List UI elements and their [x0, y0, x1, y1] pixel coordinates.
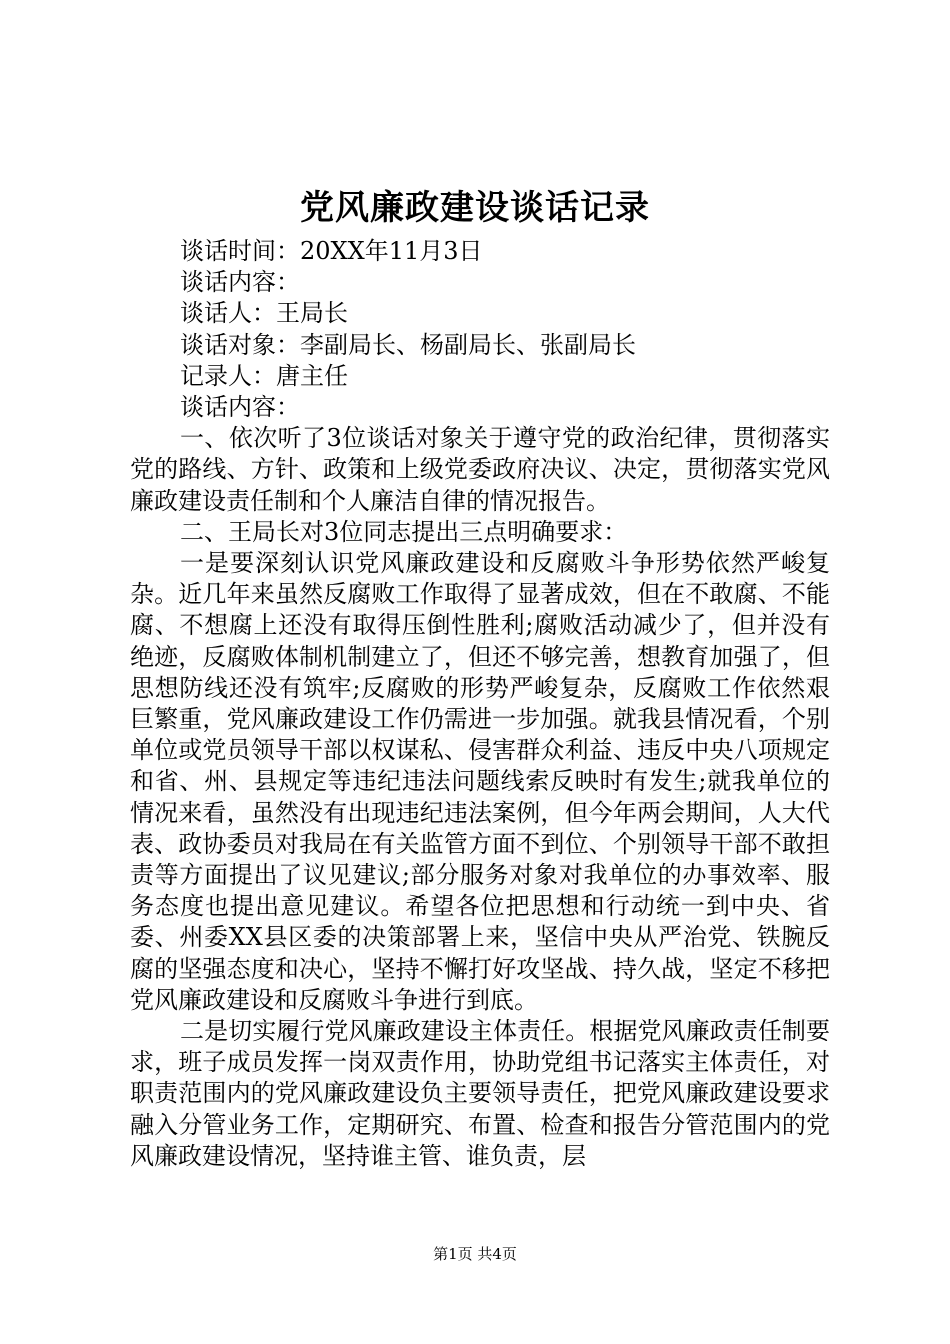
- meta-talk-content-label: 谈话内容：: [180, 268, 300, 297]
- meta-talk-targets: 谈话对象：李副局长、杨副局长、张副局长: [180, 330, 636, 359]
- page-footer: 第1页 共4页: [433, 1245, 517, 1263]
- meta-talk-time: 谈话时间：20XX年11月3日: [180, 237, 483, 265]
- meta-speaker: 谈话人：王局长: [180, 299, 348, 328]
- meta-recorder: 记录人：唐主任: [180, 361, 348, 390]
- meta-talk-content-heading: 谈话内容：: [180, 393, 300, 422]
- document-title: 党风廉政建设谈话记录: [300, 188, 650, 228]
- paragraph-requirement-two: 二是切实履行党风廉政建设主体责任。根据党风廉政责任制要求，班子成员发挥一岗双责作用，协助党组书记落实主体责任，对职责范围内的党风廉政建设负主要领导责任，把党风廉政建设要求融入分管业务工作，定期研究、布置、检查和报告分管范围内的党风廉政建设情况，坚持谁主管、谁负责，层: [130, 1017, 830, 1170]
- paragraph-requirement-one: 一是要深刻认识党风廉政建设和反腐败斗争形势依然严峻复杂。近几年来虽然反腐败工作取得了显著成效，但在不敢腐、不能腐、不想腐上还没有取得压倒性胜利;腐败活动减少了，但并没有绝迹，反腐败体制机制建立了，但还不够完善，想教育加强了，但思想防线还没有筑牢;反腐败的形势严峻复杂，反腐败工作依然艰巨繁重，党风廉政建设工作仍需进一步加强。就我县情况看，个别单位或党员领导干部以权谋私、侵害群众利益、违反中央八项规定和省、州、县规定等违纪违法问题线索反映时有发生;就我单位的情况来看，虽然没有出现违纪违法案例，但今年两会期间，人大代表、政协委员对我局在有关监管方面不到位、个别领导干部不敢担责等方面提出了议见建议;部分服务对象对我单位的办事效率、服务态度也提出意见建议。希望各位把思想和行动统一到中央、省委、州委XX县区委的决策部署上来，坚信中央从严治党、铁腕反腐的坚强态度和决心，坚持不懈打好攻坚战、持久战，坚定不移把党风廉政建设和反腐败斗争进行到底。: [130, 549, 830, 1014]
- paragraph-section-two: 二、王局长对3位同志提出三点明确要求：: [180, 517, 628, 546]
- document-body: [130, 236, 830, 1172]
- paragraph-section-one: 一、依次听了3位谈话对象关于遵守党的政治纪律，贯彻落实党的路线、方针、政策和上级党委政府决议、决定，贯彻落实党风廉政建设责任制和个人廉洁自律的情况报告。: [130, 424, 830, 515]
